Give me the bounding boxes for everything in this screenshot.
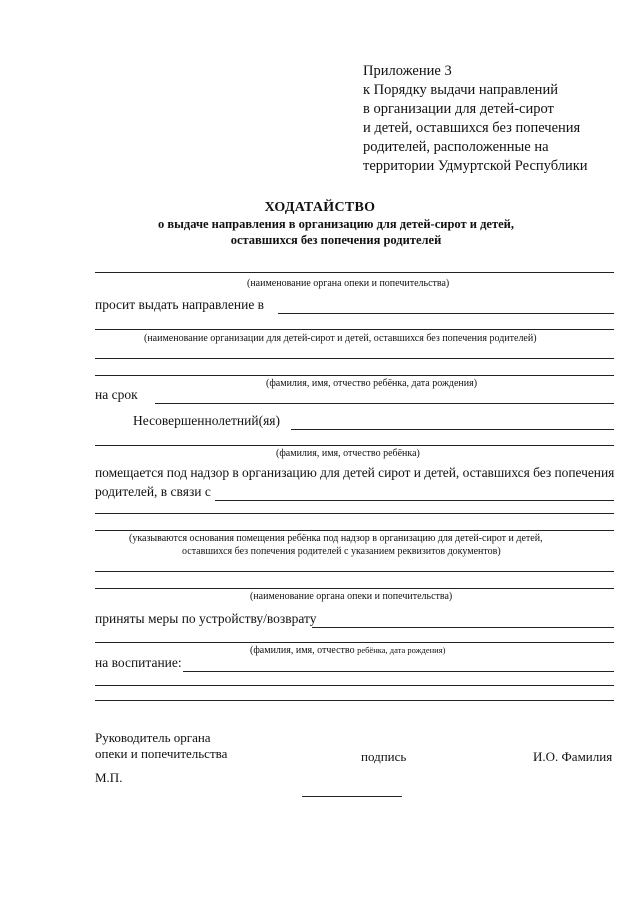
child-caption: (фамилия, имя, отчество ребёнка) (276, 448, 420, 459)
child-line-1[interactable] (95, 358, 614, 359)
grounds-caption-2: оставшихся без попечения родителей с указанием реквизитов документов) (182, 546, 501, 557)
grounds-caption-1: (указываются основания помещения ребёнка под надзор в организацию для детей-сирот и детей, (129, 533, 543, 544)
minor-label: Несовершеннолетний(яя) (133, 413, 280, 428)
authority-line-1[interactable] (95, 571, 614, 572)
appendix-line: территории Удмуртской Республики (363, 158, 588, 174)
guardianship-authority-caption-2: (наименование органа опеки и попечительства) (250, 591, 453, 602)
appendix-header (363, 62, 588, 176)
measures-line-2[interactable] (95, 642, 614, 643)
document-title: ХОДАТАЙСТВО (264, 200, 376, 215)
signature-label: подпись (361, 749, 407, 764)
appendix-line: родителей, расположенные на (363, 139, 549, 155)
child-birth-caption (250, 645, 445, 656)
grounds-line-1[interactable] (215, 500, 614, 501)
authority-line-2[interactable] (95, 588, 614, 589)
upbringing-line-2[interactable] (95, 685, 614, 686)
measures-label: приняты меры по устройству/возврату (95, 611, 317, 626)
upbringing-line-1[interactable] (183, 671, 614, 672)
minor-line-1[interactable] (291, 429, 614, 430)
term-line[interactable] (155, 403, 614, 404)
guardianship-authority-caption: (наименование органа опеки и попечительства) (247, 278, 450, 289)
grounds-line-2[interactable] (95, 513, 614, 514)
minor-line-2[interactable] (95, 445, 614, 446)
child-birth-caption-b: ребёнка, дата рождения) (357, 645, 446, 655)
measures-line-1[interactable] (312, 627, 614, 628)
document-subtitle-line1: о выдаче направления в организацию для детей-сирот и детей, (158, 217, 514, 231)
organization-line-1[interactable] (278, 313, 614, 314)
document-subtitle-line2: оставшихся без попечения родителей (230, 233, 442, 247)
signature-line[interactable] (302, 796, 402, 797)
term-label: на срок (95, 387, 138, 402)
organization-line-2[interactable] (95, 329, 614, 330)
child-birth-caption-a: (фамилия, имя, отчество (250, 645, 355, 656)
grounds-line-3[interactable] (95, 530, 614, 531)
organization-caption: (наименование организации для детей-сирот и детей, оставшихся без попечения родителей) (144, 333, 537, 344)
guardianship-authority-line[interactable] (95, 272, 614, 273)
name-label: И.О. Фамилия (533, 749, 613, 764)
upbringing-label: на воспитание: (95, 655, 182, 670)
head-title-line2: опеки и попечительства (95, 746, 228, 761)
appendix-line: в организации для детей-сирот (363, 101, 554, 117)
placed-text-line1: помещается под надзор в организацию для детей сирот и детей, оставшихся без попечения (95, 465, 615, 480)
appendix-line: к Порядку выдачи направлений (363, 82, 558, 98)
placed-text-line2: родителей, в связи с (95, 484, 211, 499)
child-line-2[interactable] (95, 375, 614, 376)
head-title-line1: Руководитель органа (95, 730, 211, 745)
child-full-caption: (фамилия, имя, отчество ребёнка, дата рождения) (266, 378, 478, 389)
appendix-line: и детей, оставшихся без попечения (363, 120, 581, 136)
asks-label: просит выдать направление в (95, 297, 265, 312)
upbringing-line-3[interactable] (95, 700, 614, 701)
stamp-label: М.П. (95, 770, 123, 785)
appendix-line: Приложение 3 (363, 63, 452, 79)
